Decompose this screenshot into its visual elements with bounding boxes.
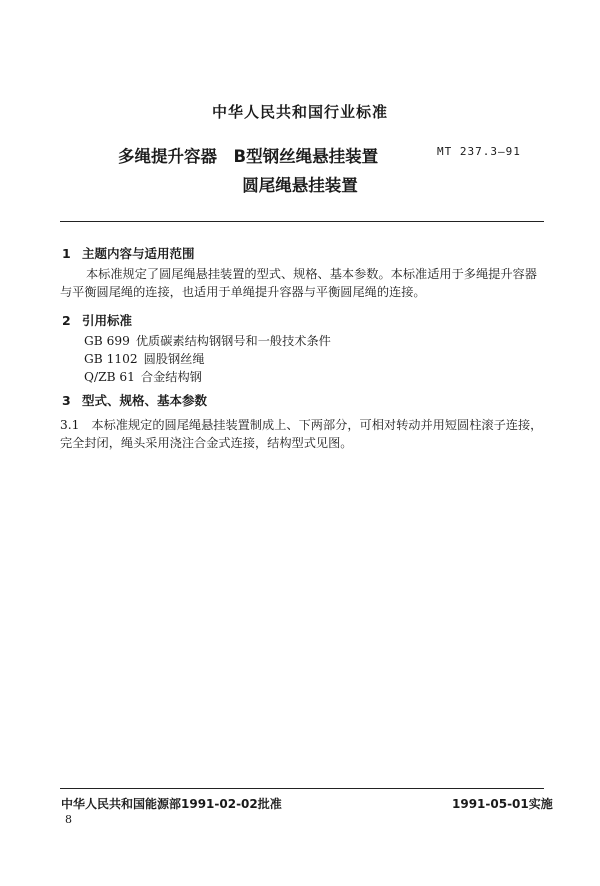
reference-item	[84, 368, 202, 386]
reference-item	[84, 332, 331, 350]
section-2-heading	[62, 311, 132, 329]
reference-name: 优质碳素结构钢钢号和一般技术条件	[135, 334, 331, 348]
reference-name: 圆股钢丝绳	[143, 352, 205, 366]
document-title-line2: 圆尾绳悬挂装置	[242, 176, 358, 195]
section-1-paragraph: 本标准规定了圆尾绳悬挂装置的型式、规格、基本参数。本标准适用于多绳提升容器与平衡圆尾绳的连接，也适用于单绳提升容器与平衡圆尾绳的连接。	[60, 267, 537, 299]
clause-3-1-number: 3.1	[60, 418, 80, 432]
section-3-heading	[62, 391, 207, 409]
document-title-line1: 多绳提升容器 B型钢丝绳悬挂装置	[118, 147, 379, 166]
reference-code: GB 1102	[84, 352, 138, 366]
reference-item	[84, 350, 205, 368]
standard-number: MT 237.3—91	[437, 145, 521, 158]
section-3-number: 3	[62, 393, 71, 408]
page-number: 8	[65, 813, 72, 826]
section-1-title: 主题内容与适用范围	[82, 246, 195, 261]
section-1-number: 1	[62, 246, 71, 261]
header-divider	[60, 221, 544, 222]
section-2-number: 2	[62, 313, 71, 328]
reference-code: GB 699	[84, 334, 130, 348]
reference-code: Q/ZB 61	[84, 370, 135, 384]
standard-category: 中华人民共和国行业标准	[211, 103, 388, 121]
clause-3-1	[60, 416, 544, 452]
section-3-title: 型式、规格、基本参数	[82, 393, 208, 408]
footer-issued: 中华人民共和国能源部1991-02-02批准	[61, 797, 282, 811]
section-1-heading	[62, 244, 195, 262]
clause-3-1-text: 本标准规定的圆尾绳悬挂装置制成上、下两部分，可相对转动并用短圆柱滚子连接，完全封闭，绳头采用浇注合金式连接，结构型式见图。	[60, 418, 543, 450]
section-2-title: 引用标准	[82, 313, 133, 328]
footer-effective: 1991-05-01实施	[452, 797, 553, 811]
reference-name: 合金结构钢	[140, 370, 202, 384]
footer-divider	[60, 788, 544, 789]
